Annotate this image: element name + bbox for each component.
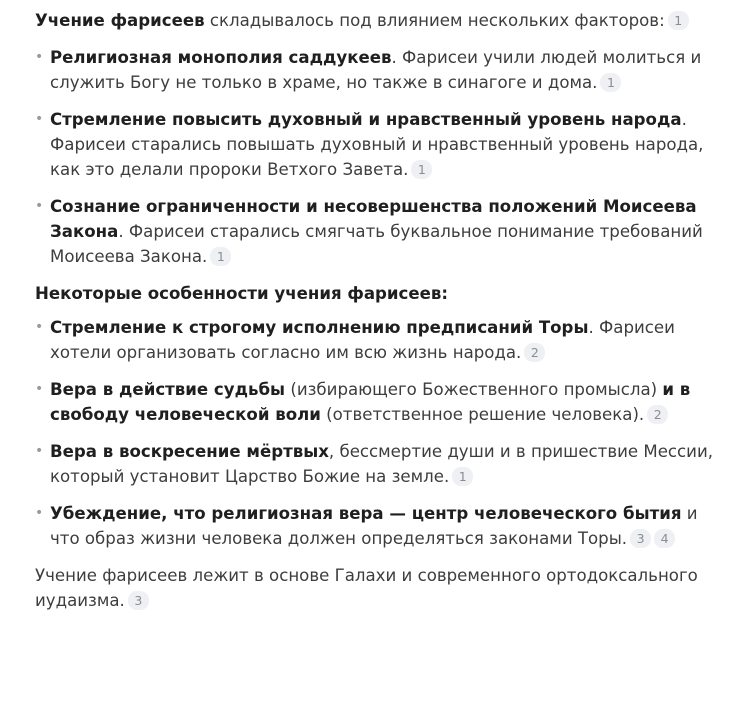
citation-badge[interactable]: 1 [600,73,621,92]
item-text: (избирающего Божественного промысла) [285,380,663,399]
list-item [35,501,715,551]
factors-list [35,45,715,269]
citation-badge[interactable]: 3 [128,591,149,610]
item-bold-2: и в свободу человеческой воли [50,380,691,424]
features-list [35,315,715,551]
intro-text: складывалось под влиянием нескольких факторов: [204,11,665,30]
intro-bold: Учение фарисеев [35,11,205,30]
citation-badge[interactable]: 3 [630,529,651,548]
item-bold: Убеждение, что религиозная вера — центр человеческого бытия [50,504,682,523]
outro-text: Учение фарисеев лежит в основе Галахи и современного ортодоксального иудаизма. [35,566,698,610]
item-text: . Фарисеи старались смягчать буквальное понимание требований Моисеева Закона. [50,222,703,266]
item-bold: Религиозная монополия саддукеев [50,48,392,67]
list-item [35,377,715,427]
citation-badge[interactable]: 1 [452,467,473,486]
item-bold: Стремление к строгому исполнению предписаний Торы [50,318,589,337]
features-heading-text: Некоторые особенности учения фарисеев: [35,284,449,303]
item-bold: Стремление повысить духовный и нравственный уровень народа [50,110,682,129]
item-bold: Вера в воскресение мёртвых [50,442,329,461]
list-item [35,439,715,489]
list-item [35,315,715,365]
item-text: . Фарисеи учили людей молиться и служить Богу не только в храме, но также в синагоге и дома. [50,48,702,92]
bullet-icon: • [35,49,44,65]
item-bold: Вера в действие судьбы [50,380,286,399]
bullet-icon: • [35,198,44,214]
citation-badge[interactable]: 2 [524,343,545,362]
item-text: . Фарисеи хотели организовать согласно им всю жизнь народа. [50,318,675,362]
item-text: и что образ жизни человека должен определяться законами Торы. [50,504,698,548]
intro-paragraph [35,8,715,33]
item-text: . Фарисеи старались повышать духовный и нравственный уровень народа, как это делали пророки Ветхого Завета. [50,110,704,179]
bullet-icon: • [35,381,44,397]
list-item [35,194,715,269]
item-text: (ответственное решение человека). [320,405,645,424]
item-text: , бессмертие души и в пришествие Мессии, который установит Царство Божие на земле. [50,442,714,486]
citation-badge[interactable]: 2 [647,405,668,424]
citation-badge[interactable]: 4 [654,529,675,548]
citation-badge[interactable]: 1 [411,160,432,179]
outro-paragraph [35,563,715,613]
citation-badge[interactable]: 1 [210,247,231,266]
citation-badge[interactable]: 1 [668,11,689,30]
item-bold: Сознание ограниченности и несовершенства положений Моисеева Закона [50,197,697,241]
bullet-icon: • [35,443,44,459]
bullet-icon: • [35,319,44,335]
list-item [35,45,715,95]
bullet-icon: • [35,505,44,521]
bullet-icon: • [35,111,44,127]
list-item [35,107,715,182]
features-heading [35,281,715,306]
